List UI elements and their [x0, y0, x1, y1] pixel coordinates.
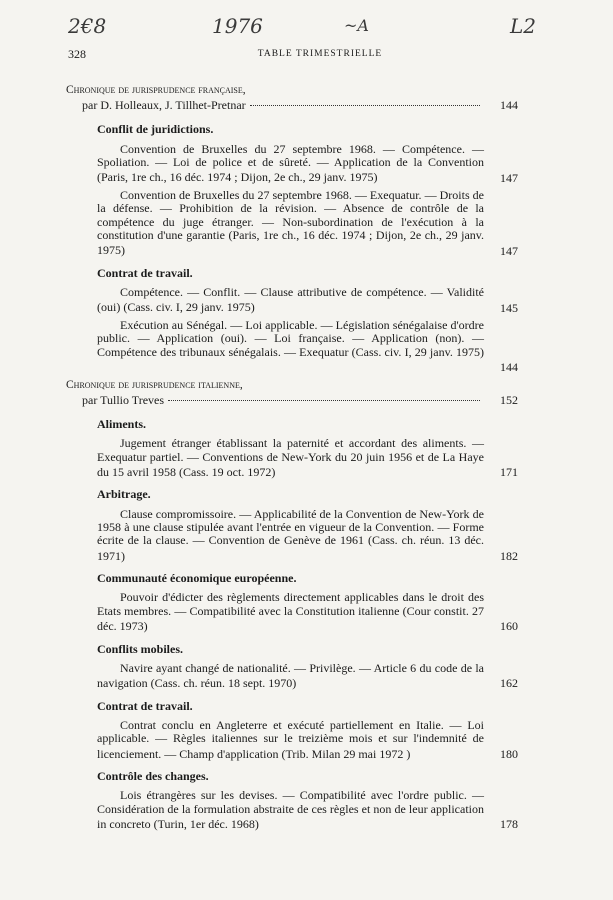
- handwritten-note-2: 1976: [212, 14, 263, 38]
- entry-text: [97, 437, 484, 479]
- chronicle-title: Chronique de jurisprudence italienne,: [66, 378, 243, 391]
- section-heading: Contrat de travail.: [97, 698, 193, 713]
- toc-entry: [66, 660, 518, 691]
- entry-text-content: Pouvoir d'édicter des règlements directement applicables dans le droit des Etats membres. — Compatibilité avec la Constitution italienne (Cour constit. 27 déc. 1973): [97, 590, 484, 634]
- toc-entry: [66, 141, 518, 185]
- page-ref: 144: [500, 360, 518, 375]
- entry-text: [97, 719, 484, 761]
- entry-text-content: Convention de Bruxelles du 27 septembre 1968. — Exequatur. — Droits de la défense. — Prohibition de la révision. — Absence de contrôle de la compétence du juge étranger. — Non-subordination de l'exécution à la constitution d'une garantie (Paris, 1re ch., 16 déc. 1974 ; Dijon, 2e ch., 29 janv. 1975): [97, 187, 484, 258]
- section-heading: Conflit de juridictions.: [97, 122, 214, 137]
- entry-text: [97, 508, 484, 564]
- entry-text: [97, 143, 484, 185]
- entry-text-content: Clause compromissoire. — Applicabilité de la Convention de New-York de 1958 à une clause stipulée avant l'entrée en vigueur de la Convention. — Forme écrite de la clause. — Convention de Genève de 1961 (Cass. ch. réun. 13 déc. 1971): [97, 506, 484, 563]
- section-heading: Communauté économique européenne.: [97, 571, 297, 586]
- dot-leader: [250, 94, 480, 106]
- dot-leader: [168, 389, 480, 401]
- chronicle-authors: par Tullio Treves: [82, 392, 165, 407]
- section-heading: Arbitrage.: [97, 487, 151, 502]
- chronicle-authors: par D. Holleaux, J. Tillhet-Pretnar: [82, 98, 246, 113]
- table-of-contents: [66, 84, 518, 835]
- handwritten-note-4: L2: [510, 14, 537, 38]
- handwritten-note-3: ~A: [344, 16, 369, 35]
- entry-text-content: Contrat conclu en Angleterre et exécuté partiellement en Italie. — Loi applicable. — Règles italiennes sur le treizième mois et sur l'indemnité de licenciement. — Champ d'application (Trib. Milan 29 mai 1972 ): [97, 717, 484, 761]
- chronicle-authors-line: [66, 392, 484, 407]
- handwritten-note-1: 2€8: [68, 14, 107, 38]
- toc-entry: [66, 436, 518, 480]
- section-heading: Contrat de travail.: [97, 265, 193, 280]
- toc-entry: [66, 285, 518, 315]
- entry-text-content: Jugement étranger établissant la paternité et accordant des aliments. — Exequatur partiel. — Conventions de New-York du 20 juin 1956 et de La Haye du 15 avril 1958 (Cass. 19 oct. 1972): [97, 436, 484, 479]
- entry-text-content: Navire ayant changé de nationalité. — Privilège. — Article 6 du code de la navigation (Cass. ch. réun. 18 sept. 1970): [97, 660, 484, 691]
- entry-text-content: Exécution au Sénégal. — Loi applicable. — Législation sénégalaise d'ordre public. — Application (oui). — Loi française. — Application (non). — Compétence des tribunaux sénégalais. — Exequatur (Cass. civ. I, 29 janv. 1975): [97, 317, 484, 359]
- entry-text-content: Convention de Bruxelles du 27 septembre 1968. — Compétence. — Spoliation. — Loi de police et de sûreté. — Application de la Convention (Paris, 1re ch., 16 déc. 1974 ; Dijon, 2e ch., 29 janv. 1975): [97, 141, 484, 185]
- toc-entry: [66, 788, 518, 832]
- chronicle-authors-line: [66, 97, 484, 112]
- page-ref: 178: [500, 817, 518, 832]
- page-ref: 152: [500, 392, 518, 407]
- page-ref: 180: [500, 746, 518, 761]
- section-heading: Conflits mobiles.: [97, 641, 184, 656]
- page-number: 328: [68, 47, 86, 61]
- toc-entry: [66, 717, 518, 761]
- entry-text: [97, 662, 484, 691]
- page-ref: 160: [500, 619, 518, 634]
- section-heading: Contrôle des changes.: [97, 769, 209, 784]
- entry-text-content: Compétence. — Conflit. — Clause attributive de compétence. — Validité (oui) (Cass. civ. I, 29 janv. 1975): [97, 285, 484, 315]
- running-header: TABLE TRIMESTRIELLE: [257, 49, 383, 59]
- page-ref: 182: [500, 548, 518, 563]
- toc-entry: [66, 317, 518, 375]
- page-ref: 145: [500, 300, 518, 315]
- entry-text: [97, 789, 484, 831]
- entry-text-content: Lois étrangères sur les devises. — Compatibilité avec l'ordre public. — Considération de la formulation abstraite de ces règles et non de leur application in concreto (Turin, 1er déc. 1968): [97, 788, 484, 832]
- section-heading: Aliments.: [97, 416, 146, 431]
- toc-entry: [66, 506, 518, 564]
- chronicle-entry: [66, 378, 518, 407]
- chronicle-title: Chronique de jurisprudence française,: [66, 84, 246, 96]
- entry-text: [97, 189, 484, 258]
- page-ref: 144: [500, 98, 518, 113]
- entry-text: [97, 286, 484, 315]
- page-ref: 147: [500, 243, 518, 258]
- page-ref: 171: [500, 465, 518, 480]
- chronicle-entry: [66, 84, 518, 113]
- toc-entry: [66, 590, 518, 634]
- page-ref: 147: [500, 170, 518, 185]
- entry-text: [97, 591, 484, 633]
- page-ref: 162: [500, 676, 518, 691]
- entry-text: [97, 319, 484, 375]
- toc-entry: [66, 187, 518, 258]
